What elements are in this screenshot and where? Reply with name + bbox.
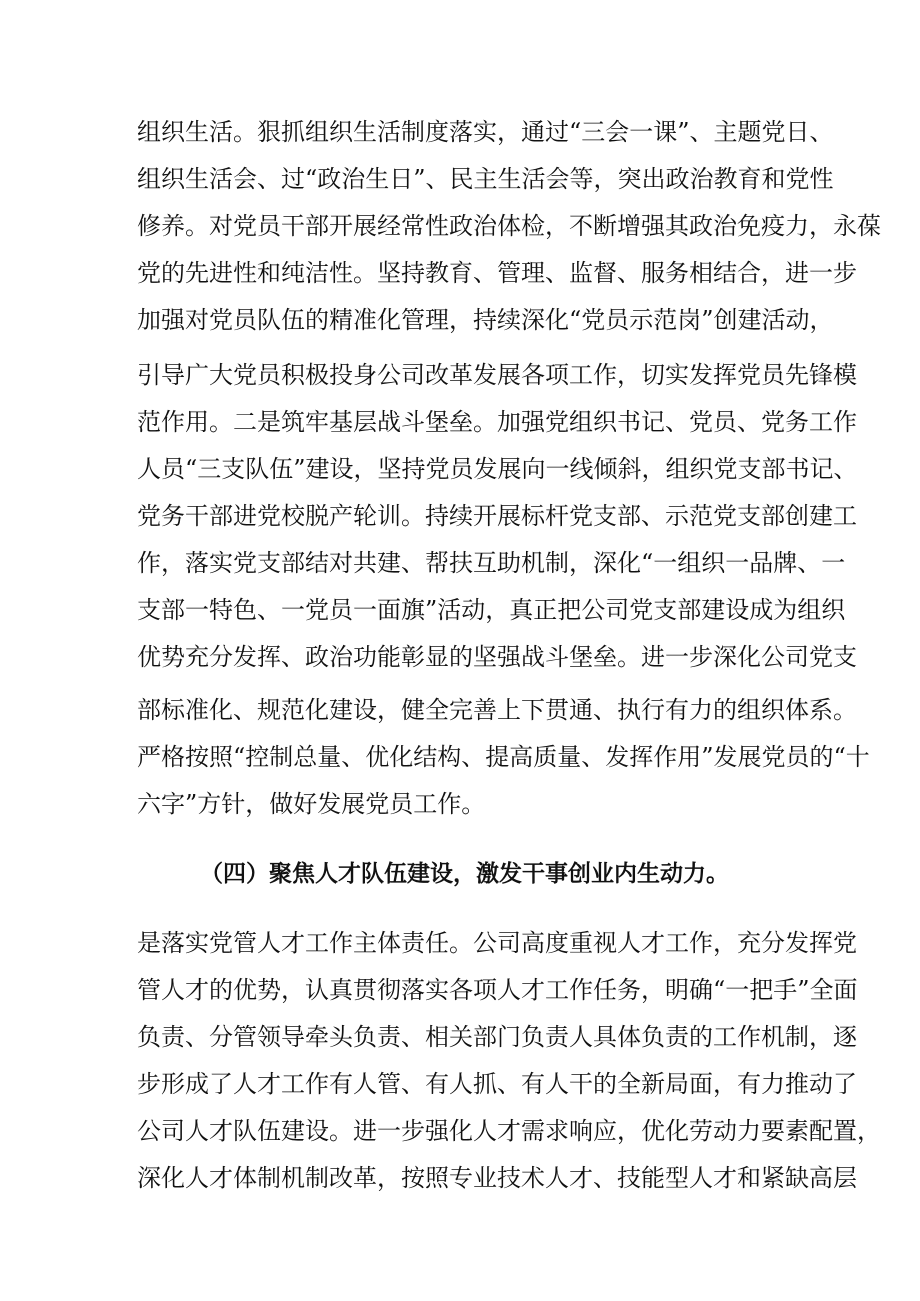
text-line: 党的先进性和纯洁性。坚持教育、管理、监督、服务相结合，进一步 — [137, 259, 857, 287]
text-line: 范作用。二是筑牢基层战斗堡垒。加强党组织书记、党员、党务工作 — [137, 408, 857, 436]
text-line: 作，落实党支部结对共建、帮扶互助机制，深化“一组织一品牌、一 — [137, 549, 846, 577]
text-line: 负责、分管领导牵头负责、相关部门负责人具体负责的工作机制，逐 — [137, 1023, 857, 1051]
text-line: 六字”方针，做好发展党员工作。 — [137, 790, 486, 818]
text-line: 组织生活。狠抓组织生活制度落实，通过“三会一课”、主题党日、 — [137, 118, 834, 146]
text-line: 优势充分发挥、政治功能彰显的坚强战斗堡垒。进一步深化公司党支 — [137, 643, 857, 671]
text-line: 加强对党员队伍的精准化管理，持续深化“党员示范岗”创建活动， — [137, 306, 834, 334]
text-line: 人员“三支队伍”建设，坚持党员发展向一线倾斜，组织党支部书记、 — [137, 455, 858, 483]
text-line: 是落实党管人才工作主体责任。公司高度重视人才工作，充分发挥党 — [137, 929, 857, 957]
text-line: 修养。对党员干部开展经常性政治体检，不断增强其政治免疫力，永葆 — [137, 212, 881, 240]
text-line: 党务干部进党校脱产轮训。持续开展标杆党支部、示范党支部创建工 — [137, 502, 857, 530]
text-line: 严格按照“控制总量、优化结构、提高质量、发挥作用”发展党员的“十 — [137, 743, 870, 771]
text-line: 公司人才队伍建设。进一步强化人才需求响应，优化劳动力要素配置， — [137, 1117, 881, 1145]
text-line: 支部一特色、一党员一面旗”活动，真正把公司党支部建设成为组织 — [137, 596, 846, 624]
text-line: 步形成了人才工作有人管、有人抓、有人干的全新局面，有力推动了 — [137, 1070, 857, 1098]
text-line: 深化人才体制机制改革，按照专业技术人才、技能型人才和紧缺高层 — [137, 1164, 857, 1192]
text-line: 管人才的优势，认真贯彻落实各项人才工作任务，明确“一把手”全面 — [137, 976, 858, 1004]
text-line: 组织生活会、过“政治生日”、民主生活会等，突出政治教育和党性 — [137, 165, 834, 193]
text-line: 部标准化、规范化建设，健全完善上下贯通、执行有力的组织体系。 — [137, 696, 857, 724]
section-heading: （四）聚焦人才队伍建设，激发干事创业内生动力。 — [200, 861, 729, 887]
text-line: 引导广大党员积极投身公司改革发展各项工作，切实发挥党员先锋模 — [137, 361, 857, 389]
